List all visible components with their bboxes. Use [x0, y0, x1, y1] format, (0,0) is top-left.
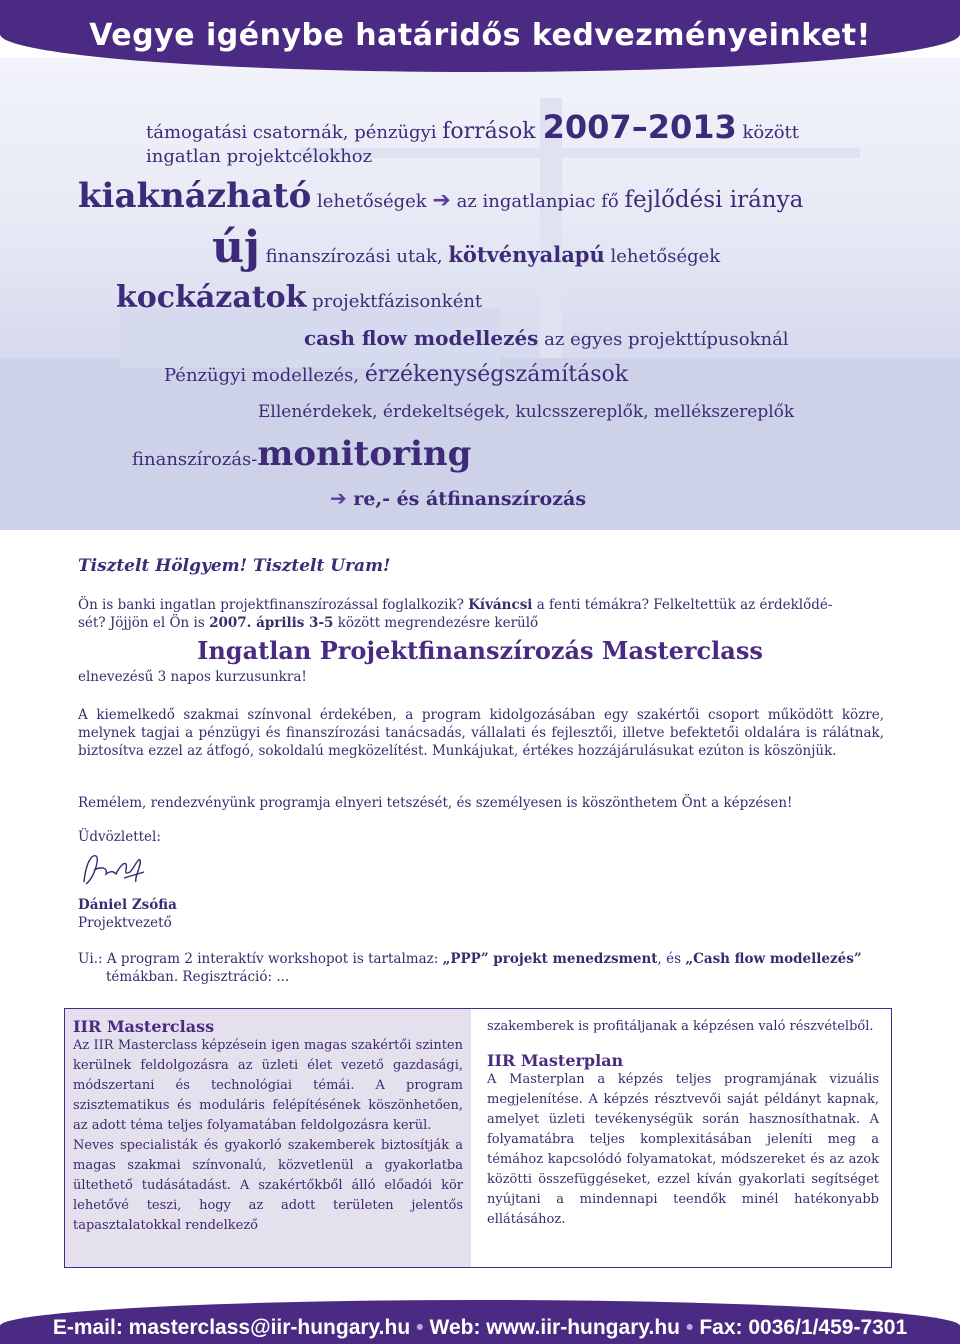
footer-fax: Fax: 0036/1/459-7301: [699, 1316, 908, 1339]
masterplan-column: [487, 1017, 879, 1230]
salutation: Üdvözlettel:: [78, 829, 161, 845]
hero-line-1: támogatási csatornák, pénzügyi források 2007–2013 között: [146, 108, 800, 146]
masterclass-text-1: Az IIR Masterclass képzésein igen magas szakértői szinten kerülnek feldolgozásra az üzleti élet vezető gazdasági, módszertani és technológiai témái. A program szisztematikus és moduláris felépítésének köszönhetően, az adott téma teljes folyamatában feldolgozásra kerül.: [73, 1038, 463, 1133]
intro-paragraph: Ön is banki ingatlan projektfinanszírozással foglalkozik? Kíváncsi a fenti témákra? Felkeltettük az érdeklődé- sét? Jöjjön el Ön is 2007. április 3-5 között megrendezésre kerülő: [78, 597, 833, 631]
signer-name: Dániel Zsófia: [78, 897, 177, 913]
masterclass-heading: IIR Masterclass: [73, 1017, 215, 1036]
hero-line-6: cash flow modellezés az egyes projekttípusoknál: [304, 326, 789, 350]
masterclass-text-2: Neves specialisták és gyakorló szakemberek biztosítják a magas szakmai színvonalú, közvetlenül a gyakorlatba ültethető tudásátadást. A szakértőkből álló előadói kör lehetővé teszi, hogy az adott területen jelentős tapasztalatokkal rendelkező: [73, 1138, 463, 1233]
hero-line-7: Pénzügyi modellezés, érzékenységszámítások: [164, 362, 629, 387]
info-box: [64, 1008, 892, 1268]
hero-line-8: Ellenérdekek, érdekeltségek, kulcsszereplők, mellékszereplők: [258, 402, 795, 422]
bullet-icon: •: [685, 1316, 694, 1339]
greeting: Tisztelt Hölgyem! Tisztelt Uram!: [78, 556, 391, 576]
postscript: Ui.: A program 2 interaktív workshopot is tartalmaz: „PPP” projekt menedzsment, és „Cash flow modellezés” témákban. Regisztráció: ...: [78, 951, 862, 985]
footer-contacts: [0, 1316, 960, 1340]
hero-line-5: kockázatok projektfázisonként: [116, 280, 483, 315]
hero-line-2: ingatlan projektcélokhoz: [146, 146, 373, 167]
hero-line-4: új finanszírozási utak, kötvényalapú lehetőségek: [212, 222, 721, 273]
bullet-icon: •: [416, 1316, 424, 1339]
arrow-icon: ➔: [432, 188, 451, 213]
masterclass-column: [65, 1009, 471, 1267]
footer-email[interactable]: E-mail: masterclass@iir-hungary.hu: [52, 1316, 411, 1339]
signature-image: [80, 848, 146, 892]
arrow-icon: ➔: [330, 486, 347, 510]
masterplan-heading: IIR Masterplan: [487, 1051, 624, 1070]
hero-line-10: ➔ re,- és átfinanszírozás: [330, 486, 587, 510]
closing-paragraph: Remélem, rendezvényünk programja elnyeri tetszését, és személyesen is köszönthetem Önt a képzésen!: [78, 795, 793, 811]
hero-line-3: kiaknázható lehetőségek ➔ az ingatlanpiac fő fejlődési iránya: [78, 176, 804, 216]
signer-role: Projektvezető: [78, 915, 172, 931]
masterplan-text: A Masterplan a képzés teljes programjának vizuális megjelenítése. A képzés résztvevői saját példányt kapnak, amelyet üzleti tevékenységük során hasznosíthatnak. A folyamatábra teljes komplexitásában jeleníti meg a témához kapcsolódó folyamatokat, módszereket és az azok közötti összefüggéseket, ezzel kíván gyakorlati segítséget nyújtani a mindennapi teendők minél hatékonyabb ellátásához.: [487, 1072, 879, 1227]
course-suffix: elnevezésű 3 napos kurzusunkra!: [78, 669, 307, 685]
expert-paragraph: A kiemelkedő szakmai színvonal érdekében, a program kidolgozásában egy szakértői csoport működött közre, melynek tagjai a pénzügyi és finanszírozási tanácsadás, vállalati és fejlesztői, illetve befektetői oldalára is rálátnak, biztosítva ezzel az átfogó, sokoldalú megközelítést. Munkájukat, értékes hozzájárulásukat ezúton is köszönjük.: [78, 707, 884, 759]
crane-jib: [300, 148, 860, 158]
masterclass-text-3: szakemberek is profitáljanak a képzésen való részvételből.: [487, 1019, 874, 1034]
course-title: Ingatlan Projektfinanszírozás Masterclass: [197, 636, 763, 665]
header-title: Vegye igénybe határidős kedvezményeinket!: [89, 18, 871, 53]
footer-web[interactable]: Web: www.iir-hungary.hu: [429, 1316, 680, 1339]
hero-line-9: finanszírozás-monitoring: [132, 434, 472, 474]
